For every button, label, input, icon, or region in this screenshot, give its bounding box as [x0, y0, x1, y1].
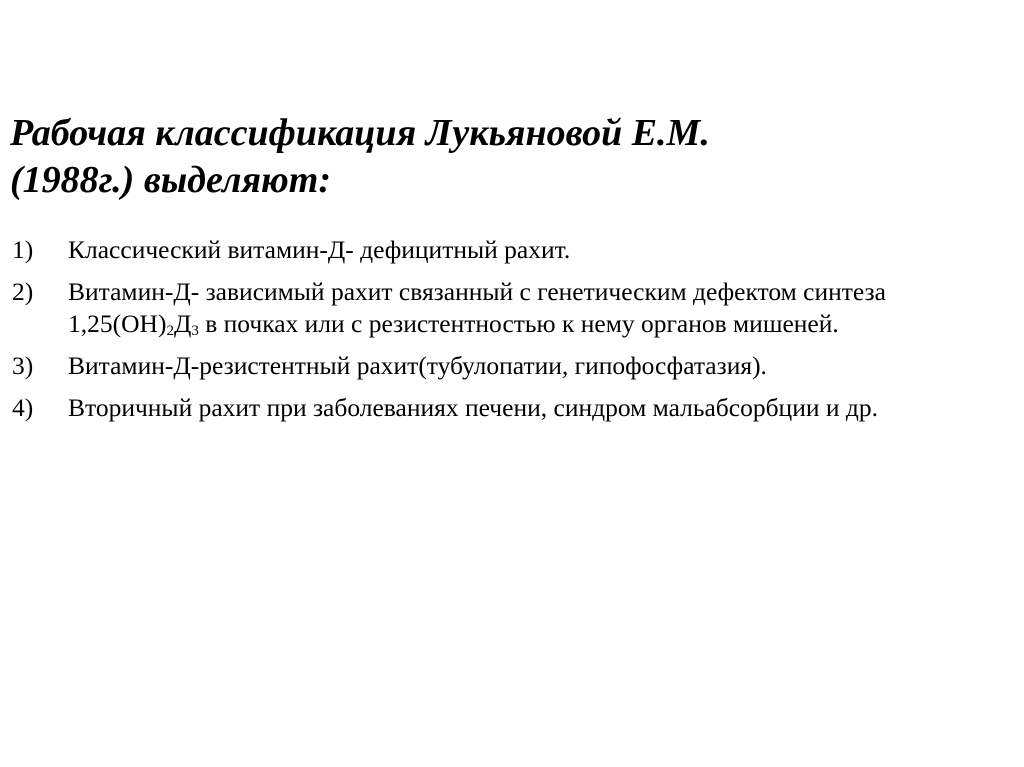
list-item-text: [68, 277, 886, 338]
list-item-1: [12, 234, 1002, 266]
list-item-number: 1): [12, 235, 34, 264]
classification-list: [12, 234, 1002, 434]
subscript-3: 3: [191, 323, 199, 339]
list-item-text-part-b: Д: [173, 309, 192, 338]
list-item-number: 4): [12, 393, 34, 422]
slide-title-line-2: (1988г.) выделяют:: [10, 159, 331, 201]
list-item-text-part-a: Витамин-Д- зависимый рахит связанный с генетическим дефектом синтеза 1,25(ОН): [68, 277, 886, 338]
list-item-number: 2): [12, 277, 34, 306]
list-item-2: [12, 276, 1002, 340]
slide-title: [10, 110, 970, 204]
list-item-text: Классический витамин-Д- дефицитный рахит.: [68, 235, 571, 264]
list-item-text: Витамин-Д-резистентный рахит(тубулопатии, гипофосфатазия).: [68, 351, 767, 380]
list-item-number: 3): [12, 351, 34, 380]
list-item-4: [12, 392, 1002, 424]
list-item-text-part-c: в почках или с резистентностью к нему органов мишеней.: [198, 309, 839, 338]
subscript-2: 2: [166, 323, 174, 339]
list-item-3: [12, 350, 1002, 382]
slide-title-line-1: Рабочая классификация Лукьяновой Е.М.: [10, 112, 710, 154]
list-item-text: Вторичный рахит при заболеваниях печени, синдром мальабсорбции и др.: [68, 393, 878, 422]
